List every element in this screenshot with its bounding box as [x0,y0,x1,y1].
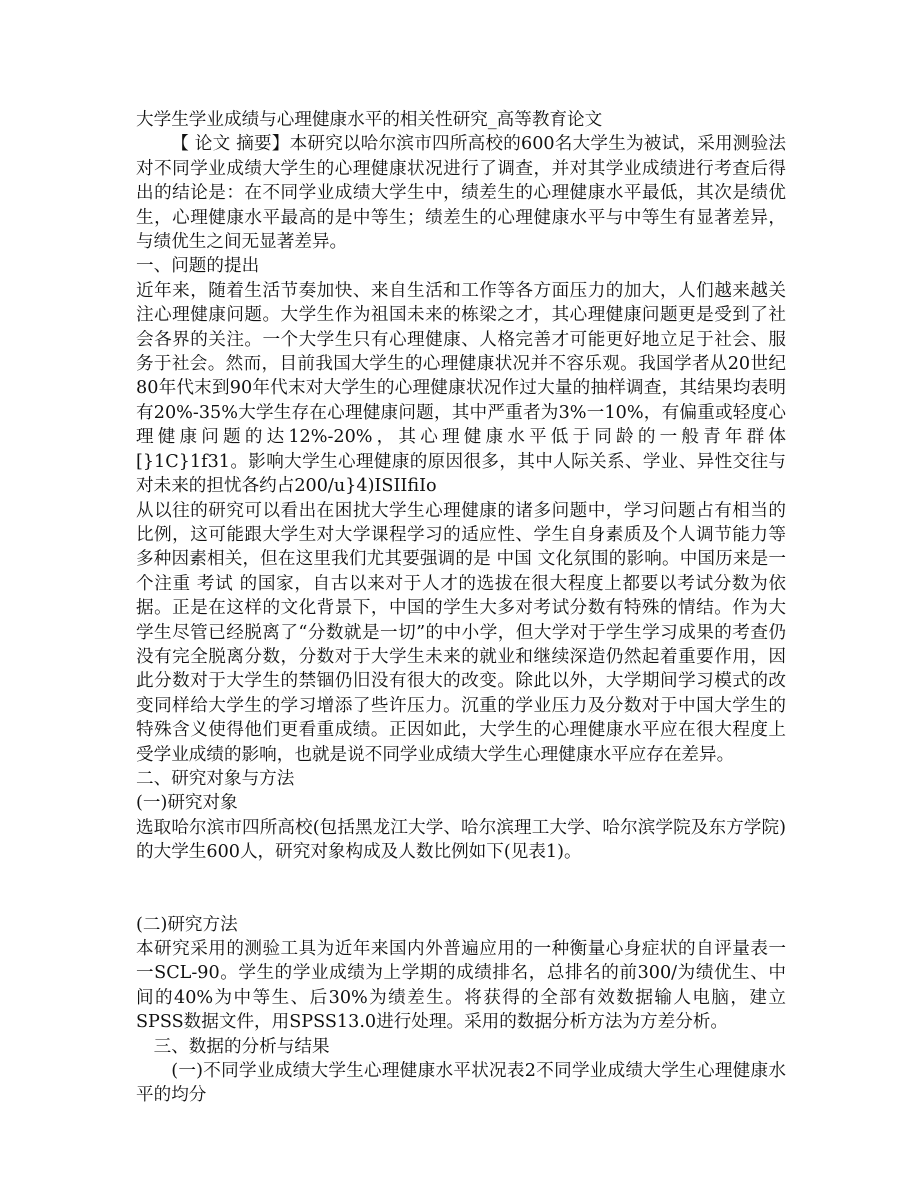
paragraph-background: 近年来，随着生活节奏加快、来自生活和工作等各方面压力的加大，人们越来越关注心理健康问题。大学生作为祖国未来的栋梁之才，其心理健康问题更是受到了社会各界的关注。一个大学生只有心理健康、人格完善才可能更好地立足于社会、服务于社会。然而，目前我国大学生的心理健康状况并不容乐观。我国学者从20世纪80年代末到90年代末对大学生的心理健康状况作过大量的抽样调查，其结果均表明有20%-35%大学生存在心理健康问题，其中严重者为3%一10%，有偏重或轻度心理健康问题的达12%-20%，其心理健康水平低于同龄的一般青年群体[}1C}1f31。影响大学生心理健康的原因很多，其中人际关系、学业、异性交往与对未来的担忧各约占200/u}4)ISIIfiIo [136,280,786,497]
paragraph-culture: 从以往的研究可以看出在困扰大学生心理健康的诸多问题中，学习问题占有相当的比例，这可能跟大学生对大学课程学习的适应性、学生自身素质及个人调节能力等多种因素相关，但在这里我们尤其要强调的是 中国 文化氛围的影响。中国历来是一个注重 考试 的国家，自古以来对于人才的选拔在很大程度上都要以考试分数为依据。正是在这样的文化背景下，中国的学生大多对考试分数有特殊的情结。作为大学生尽管已经脱离了“分数就是一切”的中小学，但大学对于学生学习成果的考查仍没有完全脱离分数，分数对于大学生未来的就业和继续深造仍然起着重要作用，因此分数对于大学生的禁锢仍旧没有很大的改变。除此以外，大学期间学习模式的改变同样给大学生的学习增添了些许压力。沉重的学业压力及分数对于中国大学生的特殊含义使得他们更看重成绩。正因如此，大学生的心理健康水平应在很大程度上受学业成绩的影响，也就是说不同学业成绩大学生心理健康水平应存在差异。 [136,500,786,765]
table-placeholder-gap [136,865,786,913]
document-page [136,108,786,1108]
paragraph-method: 本研究采用的测验工具为近年来国内外普遍应用的一种衡量心身症状的自评量表一一SCL-90。学生的学业成绩为上学期的成绩排名，总排名的前300/为绩优生、中间的40%为中等生、后30%为绩差生。将获得的全部有效数据输人电脑，建立SPSS数据文件，用SPSS13.0进行处理。采用的数据分析方法为方差分析。 [136,939,786,1033]
subheading-subjects: (一)研究对象 [136,793,238,814]
abstract-paragraph: 【 论文 摘要】本研究以哈尔滨市四所高校的600名大学生为被试，采用测验法对不同学业成绩大学生的心理健康状况进行了调查，并对其学业成绩进行考查后得出的结论是：在不同学业成绩大学生中，绩差生的心理健康水平最低，其次是绩优生，心理健康水平最高的是中等生；绩差生的心理健康水平与中等生有显著差异，与绩优生之间无显著差异。 [136,134,786,253]
paragraph-subjects: 选取哈尔滨市四所高校(包括黑龙江大学、哈尔滨理工大学、哈尔滨学院及东方学院)的大学生600人，研究对象构成及人数比例如下(见表1)。 [136,817,786,863]
paragraph-results: (一)不同学业成绩大学生心理健康水平状况表2不同学业成绩大学生心理健康水平的均分 [136,1061,786,1106]
section-heading-method: 二、研究对象与方法 [136,768,295,789]
section-heading-problem: 一、问题的提出 [136,256,260,277]
document-title: 大学生学业成绩与心理健康水平的相关性研究_高等教育论文 [136,110,603,130]
section-heading-results: 三、数据的分析与结果 [153,1036,330,1057]
subheading-method: (二)研究方法 [136,914,238,935]
